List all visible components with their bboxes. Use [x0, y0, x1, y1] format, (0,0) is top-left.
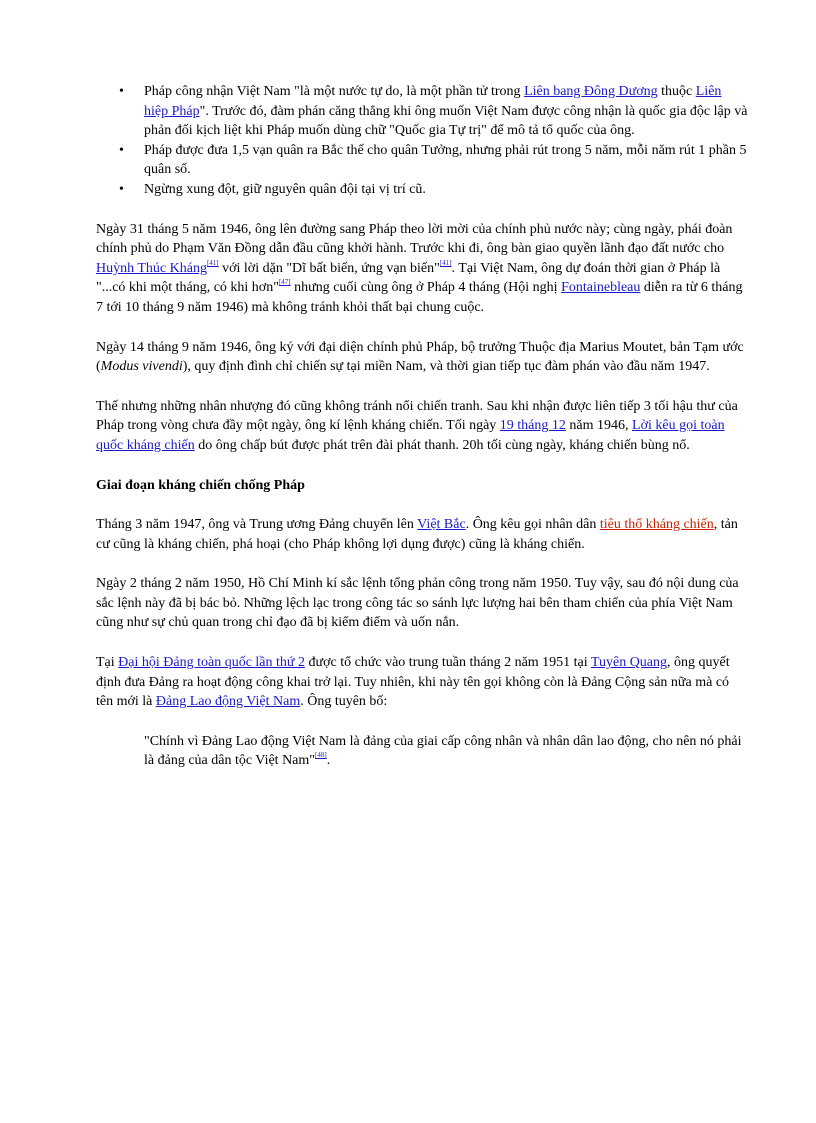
link-tuyen-quang[interactable]: Tuyên Quang: [590, 655, 668, 671]
paragraph: [96, 653, 748, 712]
citation-link[interactable]: [41]: [206, 258, 219, 267]
text-run: năm 1946,: [565, 418, 633, 434]
text-run: Ngày 31 tháng 5 năm 1946, ông lên đường sang Pháp theo lời mời của chính phủ nước này; cùng ngày, phái đoàn chính phủ do Phạm Văn Đồng dẫn đầu cũng khởi hành. Trước khi đi, ông bàn giao quyền lãnh đạo đất nước cho: [96, 221, 733, 257]
link-dang-lao-dong[interactable]: Đảng Lao động Việt Nam: [155, 694, 301, 710]
text-run: diễn ra từ 6 tháng 7 tới 10 tháng 9 năm 1946) mà không tránh khỏi thất bại chung cuộc.: [96, 280, 743, 315]
list-item: • Pháp được đưa 1,5 vạn quân ra Bắc thế cho quân Tưởng, nhưng phải rút trong 5 năm, mỗi năm rút 1 phần 5 quân số.: [144, 141, 748, 180]
link-huynh-thuc-khang[interactable]: Huỳnh Thúc Kháng: [96, 260, 207, 276]
list-item: [144, 82, 748, 141]
text-run: , ông quyết định đưa Đảng ra hoạt động công khai trở lại. Tuy nhiên, khi này tên gọi không còn là Đảng Cộng sản nữa mà có tên mới là: [96, 655, 730, 710]
citation-link[interactable]: [41]: [439, 258, 452, 267]
emphasis-text: Modus vivendi: [100, 359, 183, 375]
terms-list: [96, 82, 748, 200]
paragraph: [96, 397, 748, 456]
section-heading: Giai đoạn kháng chiến chống Pháp: [96, 477, 305, 493]
text-run: Tháng 3 năm 1947, ông và Trung ương Đảng chuyển lên: [96, 517, 418, 533]
text-run: Thế nhưng những nhân nhượng đó cũng không tránh nổi chiến tranh. Sau khi nhận được liên tiếp 3 tối hậu thư của Pháp trong vòng chưa đầy một ngày, ông kí lệnh kháng chiến. Tối ngày: [96, 398, 738, 434]
link-viet-bac[interactable]: Việt Bắc: [417, 517, 466, 533]
text-run: . Tại Việt Nam, ông dự đoán thời gian ở Pháp là "...có khi một tháng, có khi hơn": [96, 260, 721, 296]
list-item: • Ngừng xung đột, giữ nguyên quân đội tại vị trí cũ.: [144, 180, 748, 200]
text-run: , tản cư cũng là kháng chiến, phá hoại (cho Pháp không lợi dụng được) cũng là kháng chiến.: [96, 517, 738, 552]
text-run: Tại: [96, 655, 119, 671]
text-run: . Ông kêu gọi nhân dân: [465, 517, 600, 533]
text-run: ), quy định đình chỉ chiến sự tại miền Nam, và thời gian tiếp tục đàm phán vào đầu năm 1947.: [182, 359, 710, 375]
paragraph: [96, 338, 748, 377]
citation-link[interactable]: [47]: [278, 278, 291, 287]
document-body: [96, 82, 748, 771]
text-run: . Ông tuyên bố:: [300, 694, 388, 710]
link-lien-hiep-phap[interactable]: Liên hiệp Pháp: [144, 84, 722, 119]
paragraph: Ngày 2 tháng 2 năm 1950, Hồ Chí Minh kí sắc lệnh tổng phản công trong năm 1950. Tuy vậy, sau đó nội dung của sắc lệnh này đã bị bác bỏ. Những lệch lạc trong công tác so sánh lực lượng hai bên tham chiến của phía Việt Nam cũng như sự chủ quan trong chỉ đạo đã bị kiểm điểm và uốn nắn.: [96, 576, 739, 631]
link-19-thang-12[interactable]: 19 tháng 12: [499, 418, 566, 434]
paragraph: [96, 515, 748, 554]
citation-link[interactable]: [48]: [315, 751, 327, 760]
paragraph: [96, 220, 748, 318]
link-dai-hoi-dang[interactable]: Đại hội Đảng toàn quốc lần thứ 2: [118, 655, 305, 671]
link-fontainebleau[interactable]: Fontainebleau: [561, 280, 641, 296]
text-run: Ngày 14 tháng 9 năm 1946, ông ký với đại diện chính phủ Pháp, bộ trưởng Thuộc địa Marius Moutet, bản Tạm ước (: [96, 339, 744, 375]
text-run: được tổ chức vào trung tuần tháng 2 năm 1951 tại: [304, 655, 591, 671]
link-loi-keu-goi[interactable]: Lời kêu gọi toàn quốc kháng chiến: [96, 418, 725, 453]
text-run: thuộc: [657, 84, 696, 99]
text-run: .: [326, 753, 331, 769]
link-tieu-tho-khang-chien[interactable]: tiêu thổ kháng chiến: [599, 517, 714, 533]
block-quote: [96, 732, 748, 771]
text-run: ". Trước đó, đàm phán căng thẳng khi ông muốn Việt Nam được công nhận là quốc gia độc lập và phản đối kịch liệt khi Pháp muốn dùng chữ "Quốc gia Tự trị" để mô tả tổ quốc của ông.: [144, 103, 748, 139]
quote-text: "Chính vì Đảng Lao động Việt Nam là đảng của giai cấp công nhân và nhân dân lao động, cho nên nó phải là đảng của dân tộc Việt Nam": [144, 733, 742, 769]
text-run: Pháp công nhận Việt Nam "là một nước tự do, là một phần tử trong: [144, 84, 525, 99]
text-run: do ông chấp bút được phát trên đài phát thanh. 20h tối cùng ngày, kháng chiến bùng nổ.: [194, 437, 690, 453]
link-lien-bang-dong-duong[interactable]: Liên bang Đông Dương: [524, 84, 658, 99]
text-run: với lời dặn "Dĩ bất biến, ứng vạn biến": [218, 260, 440, 276]
text-run: nhưng cuối cùng ông ở Pháp 4 tháng (Hội nghị: [290, 280, 562, 296]
